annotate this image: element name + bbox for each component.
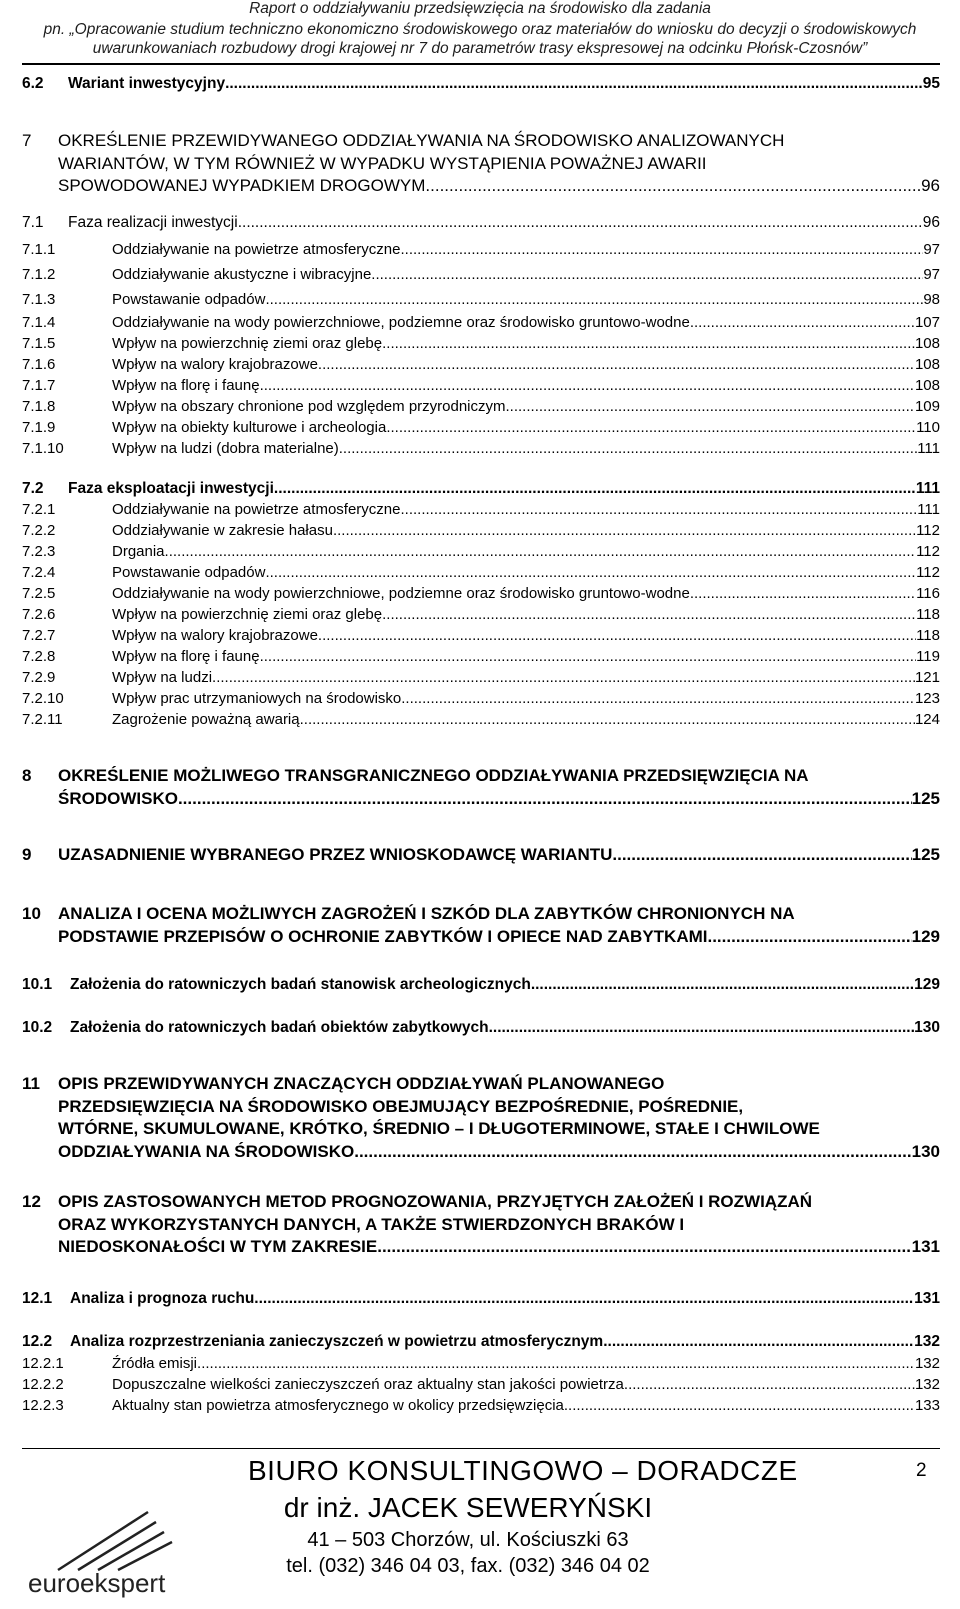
header-rule	[22, 63, 940, 65]
toc-entry-7-2-8[interactable]: 7.2.8 Wpływ na florę i faunę ..... 119	[22, 648, 940, 668]
toc-entry-7-1-3[interactable]: 7.1.3 Powstawanie odpadów ..... 98	[22, 291, 940, 311]
toc-entry-7-2-11[interactable]: 7.2.11 Zagrożenie poważną awarią ..... 124	[22, 711, 940, 731]
toc-entry-7-1-6[interactable]: 7.1.6 Wpływ na walory krajobrazowe ..... 108	[22, 356, 940, 376]
toc-entry-7-1-1[interactable]: 7.1.1 Oddziaływanie na powietrze atmosferyczne ..... 97	[22, 241, 940, 261]
toc-entry-7-1-10[interactable]: 7.1.10 Wpływ na ludzi (dobra materialne) ..... 111	[22, 440, 940, 460]
leader-dots	[225, 75, 923, 93]
toc-entry-7-1-4[interactable]: 7.1.4 Oddziaływanie na wody powierzchniowe, podziemne oraz środowisko gruntowo-wodne ..... 107	[22, 314, 940, 334]
toc-entry-7-2-1[interactable]: 7.2.1 Oddziaływanie na powietrze atmosferyczne ..... 111	[22, 501, 940, 521]
toc-entry-7-2-10[interactable]: 7.2.10 Wpływ prac utrzymaniowych na środowisko ..... 123	[22, 690, 940, 710]
toc-entry-7-1-2[interactable]: 7.1.2 Oddziaływanie akustyczne i wibracyjne ..... 97	[22, 266, 940, 286]
toc-entry-10[interactable]: 10 ANALIZA I OCENA MOŻLIWYCH ZAGROŻEŃ I SZKÓD DLA ZABYTKÓW CHRONIONYCH NA PODSTAWIE PRZEPISÓW O OCHRONIE ZABYTKÓW I OPIECE NAD ZABYTKAMI ..... 129	[22, 903, 940, 948]
footer-phone: tel. (032) 346 04 03, fax. (032) 346 04 02	[286, 1555, 650, 1577]
toc-entry-7-1-5[interactable]: 7.1.5 Wpływ na powierzchnię ziemi oraz glebę ..... 108	[22, 335, 940, 355]
toc-entry-7-1-9[interactable]: 7.1.9 Wpływ na obiekty kulturowe i archeologia ..... 110	[22, 419, 940, 439]
toc-entry-7-2-3[interactable]: 7.2.3 Drgania ..... 112	[22, 543, 940, 563]
toc-entry-7-2-4[interactable]: 7.2.4 Powstawanie odpadów ..... 112	[22, 564, 940, 584]
header-title: Raport o oddziaływaniu przedsięwzięcia na środowisko dla zadania	[249, 0, 711, 17]
toc-entry-9[interactable]: 9 UZASADNIENIE WYBRANEGO PRZEZ WNIOSKODAWCĘ WARIANTU ..... 125	[22, 845, 940, 867]
toc-entry-11[interactable]: 11 OPIS PRZEWIDYWANYCH ZNACZĄCYCH ODDZIAŁYWAŃ PLANOWANEGO PRZEDSIĘWZIĘCIA NA ŚRODOWISKO OBEJMUJĄCY BEZPOŚREDNIE, POŚREDNIE, WTÓRNE, SKUMULOWANE, KRÓTKO, ŚREDNIO – I DŁUGOTERMINOWE, STAŁE I CHWILOWE ODDZIAŁYWANIA NA ŚRODOWISKO ..... 130	[22, 1073, 940, 1163]
toc-entry-8[interactable]: 8 OKREŚLENIE MOŻLIWEGO TRANSGRANICZNEGO ODDZIAŁYWANIA PRZEDSIĘWZIĘCIA NA ŚRODOWISKO ..... 125	[22, 765, 940, 810]
footer-person: dr inż. JACEK SEWERYŃSKI	[283, 1492, 653, 1523]
toc-entry-7-1-8[interactable]: 7.1.8 Wpływ na obszary chronione pod względem przyrodniczym ..... 109	[22, 398, 940, 418]
toc-entry-12[interactable]: 12 OPIS ZASTOSOWANYCH METOD PROGNOZOWANIA, PRZYJĘTYCH ZAŁOŻEŃ I ROZWIĄZAŃ ORAZ WYKORZYSTANYCH DANYCH, A TAKŻE STWIERDZONYCH BRAKÓW I NIEDOSKONAŁOŚCI W TYM ZAKRESIE ..... 131	[22, 1191, 940, 1259]
toc-entry-7-2-6[interactable]: 7.2.6 Wpływ na powierzchnię ziemi oraz glebę ..... 118	[22, 606, 940, 626]
toc-entry-10-2[interactable]: 10.2 Założenia do ratowniczych badań obiektów zabytkowych ..... 130	[22, 1019, 940, 1039]
toc-entry-12-1[interactable]: 12.1 Analiza i prognoza ruchu ..... 131	[22, 1290, 940, 1310]
page-number: 2	[916, 1460, 927, 1481]
footer-address: 41 – 503 Chorzów, ul. Kościuszki 63	[307, 1529, 629, 1551]
toc-entry-7-1-7[interactable]: 7.1.7 Wpływ na florę i faunę ..... 108	[22, 377, 940, 397]
document-header	[0, 0, 960, 62]
header-subtitle-1: pn. „Opracowanie studium techniczno ekonomiczno środowiskowego oraz materiałów do wniosku do decyzji o środowiskowych	[43, 21, 917, 38]
toc-entry-6-2[interactable]: 6.2 Wariant inwestycyjny ..... 95	[22, 75, 940, 95]
toc-entry-12-2[interactable]: 12.2 Analiza rozprzestrzeniania zanieczyszczeń w powietrzu atmosferycznym ..... 132	[22, 1333, 940, 1353]
toc-entry-7-2-9[interactable]: 7.2.9 Wpływ na ludzi ..... 121	[22, 669, 940, 689]
toc-entry-7-2-2[interactable]: 7.2.2 Oddziaływanie w zakresie hałasu ..... 112	[22, 522, 940, 542]
toc-entry-12-2-3[interactable]: 12.2.3 Aktualny stan powietrza atmosferycznego w okolicy przedsięwzięcia ..... 133	[22, 1397, 940, 1417]
toc-entry-7-2-7[interactable]: 7.2.7 Wpływ na walory krajobrazowe ..... 118	[22, 627, 940, 647]
footer-company: BIURO KONSULTINGOWO – DORADCZE	[248, 1455, 798, 1486]
footer-rule	[22, 1448, 940, 1449]
header-subtitle-2: uwarunkowaniach rozbudowy drogi krajowej nr 7 do parametrów trasy ekspresowej na odcinku Płońsk-Czosnów”	[92, 40, 868, 57]
toc-entry-7-1[interactable]: 7.1 Faza realizacji inwestycji ..... 96	[22, 214, 940, 234]
toc-entry-7[interactable]: 7 OKREŚLENIE PRZEWIDYWANEGO ODDZIAŁYWANIA NA ŚRODOWISKO ANALIZOWANYCH WARIANTÓW, W TYM RÓWNIEŻ W WYPADKU WYSTĄPIENIA POWAŻNEJ AWARII SPOWODOWANEJ WYPADKIEM DROGOWYM ..... 96	[22, 130, 940, 198]
toc-entry-12-2-2[interactable]: 12.2.2 Dopuszczalne wielkości zanieczyszczeń oraz aktualny stan jakości powietrza ..... 132	[22, 1376, 940, 1396]
logo-text: euroekspert	[28, 1568, 166, 1598]
toc-entry-12-2-1[interactable]: 12.2.1 Źródła emisji ..... 132	[22, 1355, 940, 1375]
toc-entry-10-1[interactable]: 10.1 Założenia do ratowniczych badań stanowisk archeologicznych ..... 129	[22, 976, 940, 996]
toc-entry-7-2-5[interactable]: 7.2.5 Oddziaływanie na wody powierzchniowe, podziemne oraz środowisko gruntowo-wodne ..... 116	[22, 585, 940, 605]
toc-entry-7-2[interactable]: 7.2 Faza eksploatacji inwestycji ..... 111	[22, 480, 940, 500]
euroekspert-logo	[18, 1500, 228, 1600]
